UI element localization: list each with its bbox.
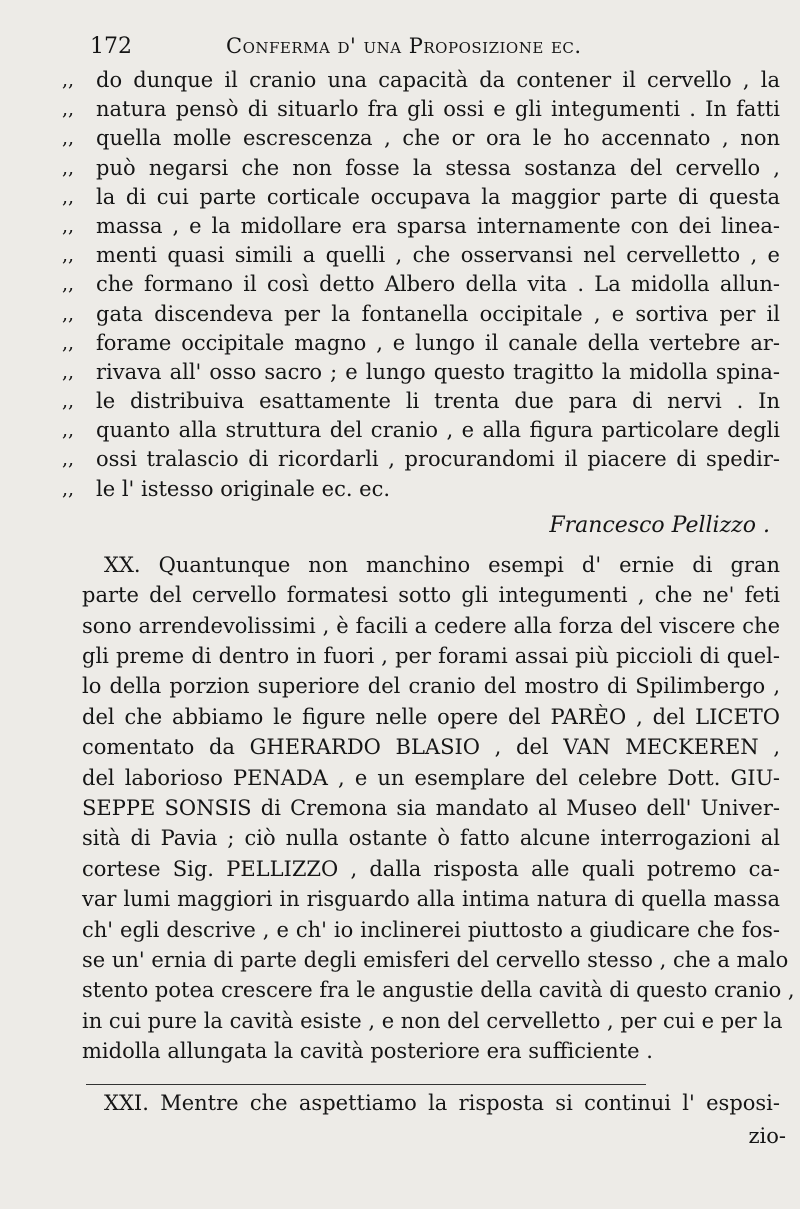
quoted-line-text: do dunque il cranio una capacità da contener il cervello , la bbox=[96, 68, 780, 92]
quoted-letter bbox=[62, 66, 780, 504]
quoted-line-text: rivava all' osso sacro ; e lungo questo tragitto la midolla spina- bbox=[96, 359, 780, 384]
quoted-line bbox=[62, 475, 780, 504]
quoted-line bbox=[62, 387, 780, 416]
paragraph-line: sità di Pavia ; ciò nulla ostante ò fatto alcune interrogazioni al bbox=[82, 826, 780, 851]
footnote-rule bbox=[86, 1084, 646, 1085]
paragraph-line: cortese Sig. PELLIZZO , dalla risposta alle quali potremo ca- bbox=[82, 856, 780, 881]
quoted-line-text: le distribuiva esattamente li trenta due para di nervi . In bbox=[96, 389, 780, 414]
section-xx bbox=[62, 550, 795, 1067]
quote-mark: ,, bbox=[62, 273, 75, 296]
quote-mark: ,, bbox=[62, 214, 75, 237]
body-text bbox=[62, 66, 795, 1066]
signature: Francesco Pellizzo . bbox=[549, 512, 770, 538]
quote-mark: ,, bbox=[62, 185, 75, 208]
quoted-line bbox=[62, 124, 780, 153]
quote-mark: ,, bbox=[62, 360, 75, 383]
quoted-line-text: le l' istesso originale ec. ec. bbox=[96, 476, 391, 501]
quoted-line bbox=[62, 300, 780, 329]
quoted-line-text: massa , e la midollare era sparsa internamente con dei linea- bbox=[96, 213, 780, 238]
quoted-line bbox=[62, 66, 780, 95]
quoted-line bbox=[62, 95, 780, 124]
paragraph-line: sono arrendevolissimi , è facili a cedere alla forza del viscere che bbox=[82, 613, 780, 638]
quoted-line bbox=[62, 270, 780, 299]
quoted-line-text: quella molle escrescenza , che or ora le ho accennato , non bbox=[96, 126, 780, 151]
quote-mark: ,, bbox=[62, 448, 75, 471]
quoted-line-text: quanto alla struttura del cranio , e alla figura particolare degli bbox=[96, 418, 780, 443]
quoted-line-text: può negarsi che non fosse la stessa sostanza del cervello , bbox=[96, 155, 780, 180]
quoted-line bbox=[62, 154, 780, 183]
quoted-line bbox=[62, 416, 780, 445]
quoted-line-text: forame occipitale magno , e lungo il canale della vertebre ar- bbox=[96, 330, 780, 355]
quoted-line-text: natura pensò di situarlo fra gli ossi e gli integumenti . In fatti bbox=[96, 97, 780, 122]
quoted-line bbox=[62, 212, 780, 241]
paragraph-line: XXI. Mentre che aspettiamo la risposta si continui l' esposi- bbox=[104, 1091, 780, 1115]
quote-mark: ,, bbox=[62, 419, 75, 442]
quoted-line bbox=[62, 183, 780, 212]
paragraph-line: del che abbiamo le figure nelle opere del PARÈO , del LICETO bbox=[82, 704, 780, 729]
page-header bbox=[78, 34, 778, 68]
section-xxi bbox=[62, 1088, 780, 1118]
quote-mark: ,, bbox=[62, 390, 75, 413]
page-number: 172 bbox=[90, 34, 132, 59]
paragraph-line: lo della porzion superiore del cranio del mostro di Spilimbergo , bbox=[82, 674, 780, 699]
quote-mark: ,, bbox=[62, 69, 75, 91]
quote-mark: ,, bbox=[62, 127, 75, 150]
running-head: Conferma d' una Proposizione ec. bbox=[226, 34, 582, 58]
quoted-line-text: gata discendeva per la fontanella occipitale , e sortiva per il bbox=[96, 301, 780, 326]
quoted-line-text: menti quasi simili a quelli , che osservansi nel cervelletto , e bbox=[96, 243, 780, 268]
paragraph-line: gli preme di dentro in fuori , per forami assai più piccioli di quel- bbox=[82, 643, 780, 668]
quote-mark: ,, bbox=[62, 156, 75, 179]
paragraph-line: midolla allungata la cavità posteriore era sufficiente . bbox=[82, 1039, 653, 1064]
quoted-line bbox=[62, 358, 780, 387]
quoted-line bbox=[62, 329, 780, 358]
quote-mark: ,, bbox=[62, 244, 75, 267]
paragraph-line: var lumi maggiori in risguardo alla intima natura di quella massa bbox=[82, 887, 780, 912]
quoted-line bbox=[62, 241, 780, 270]
paragraph-line: parte del cervello formatesi sotto gli integumenti , che ne' feti bbox=[82, 583, 780, 608]
quoted-line-text: ossi tralascio di ricordarli , procurandomi il piacere di spedir- bbox=[96, 447, 780, 472]
quoted-line-text: che formano il così detto Albero della vita . La midolla allun- bbox=[96, 272, 780, 297]
paragraph-line: del laborioso PENADA , e un esemplare del celebre Dott. GIU- bbox=[82, 765, 780, 790]
paragraph-line: se un' ernia di parte degli emisferi del cervello stesso , che a malo bbox=[82, 947, 789, 972]
quote-mark: ,, bbox=[62, 477, 75, 500]
paragraph-line: in cui pure la cavità esiste , e non del cervelletto , per cui e per la bbox=[82, 1008, 783, 1033]
paragraph-line: XX. Quantunque non manchino esempi d' ernie di gran bbox=[104, 552, 780, 577]
quoted-line bbox=[62, 445, 780, 474]
quoted-line-text: la di cui parte corticale occupava la maggior parte di questa bbox=[96, 184, 780, 209]
paragraph-line: comentato da GHERARDO BLASIO , del VAN MECKEREN , bbox=[82, 735, 780, 760]
paragraph-line: stento potea crescere fra le angustie della cavità di questo cranio , bbox=[82, 978, 795, 1003]
paragraph-line: ch' egli descrive , e ch' io inclinerei piuttosto a giudicare che fos- bbox=[82, 917, 780, 942]
quote-mark: ,, bbox=[62, 98, 75, 121]
quote-mark: ,, bbox=[62, 302, 75, 325]
paragraph-line: SEPPE SONSIS di Cremona sia mandato al Museo dell' Univer- bbox=[82, 795, 780, 820]
quote-mark: ,, bbox=[62, 331, 75, 354]
catchword: zio- bbox=[748, 1124, 786, 1148]
